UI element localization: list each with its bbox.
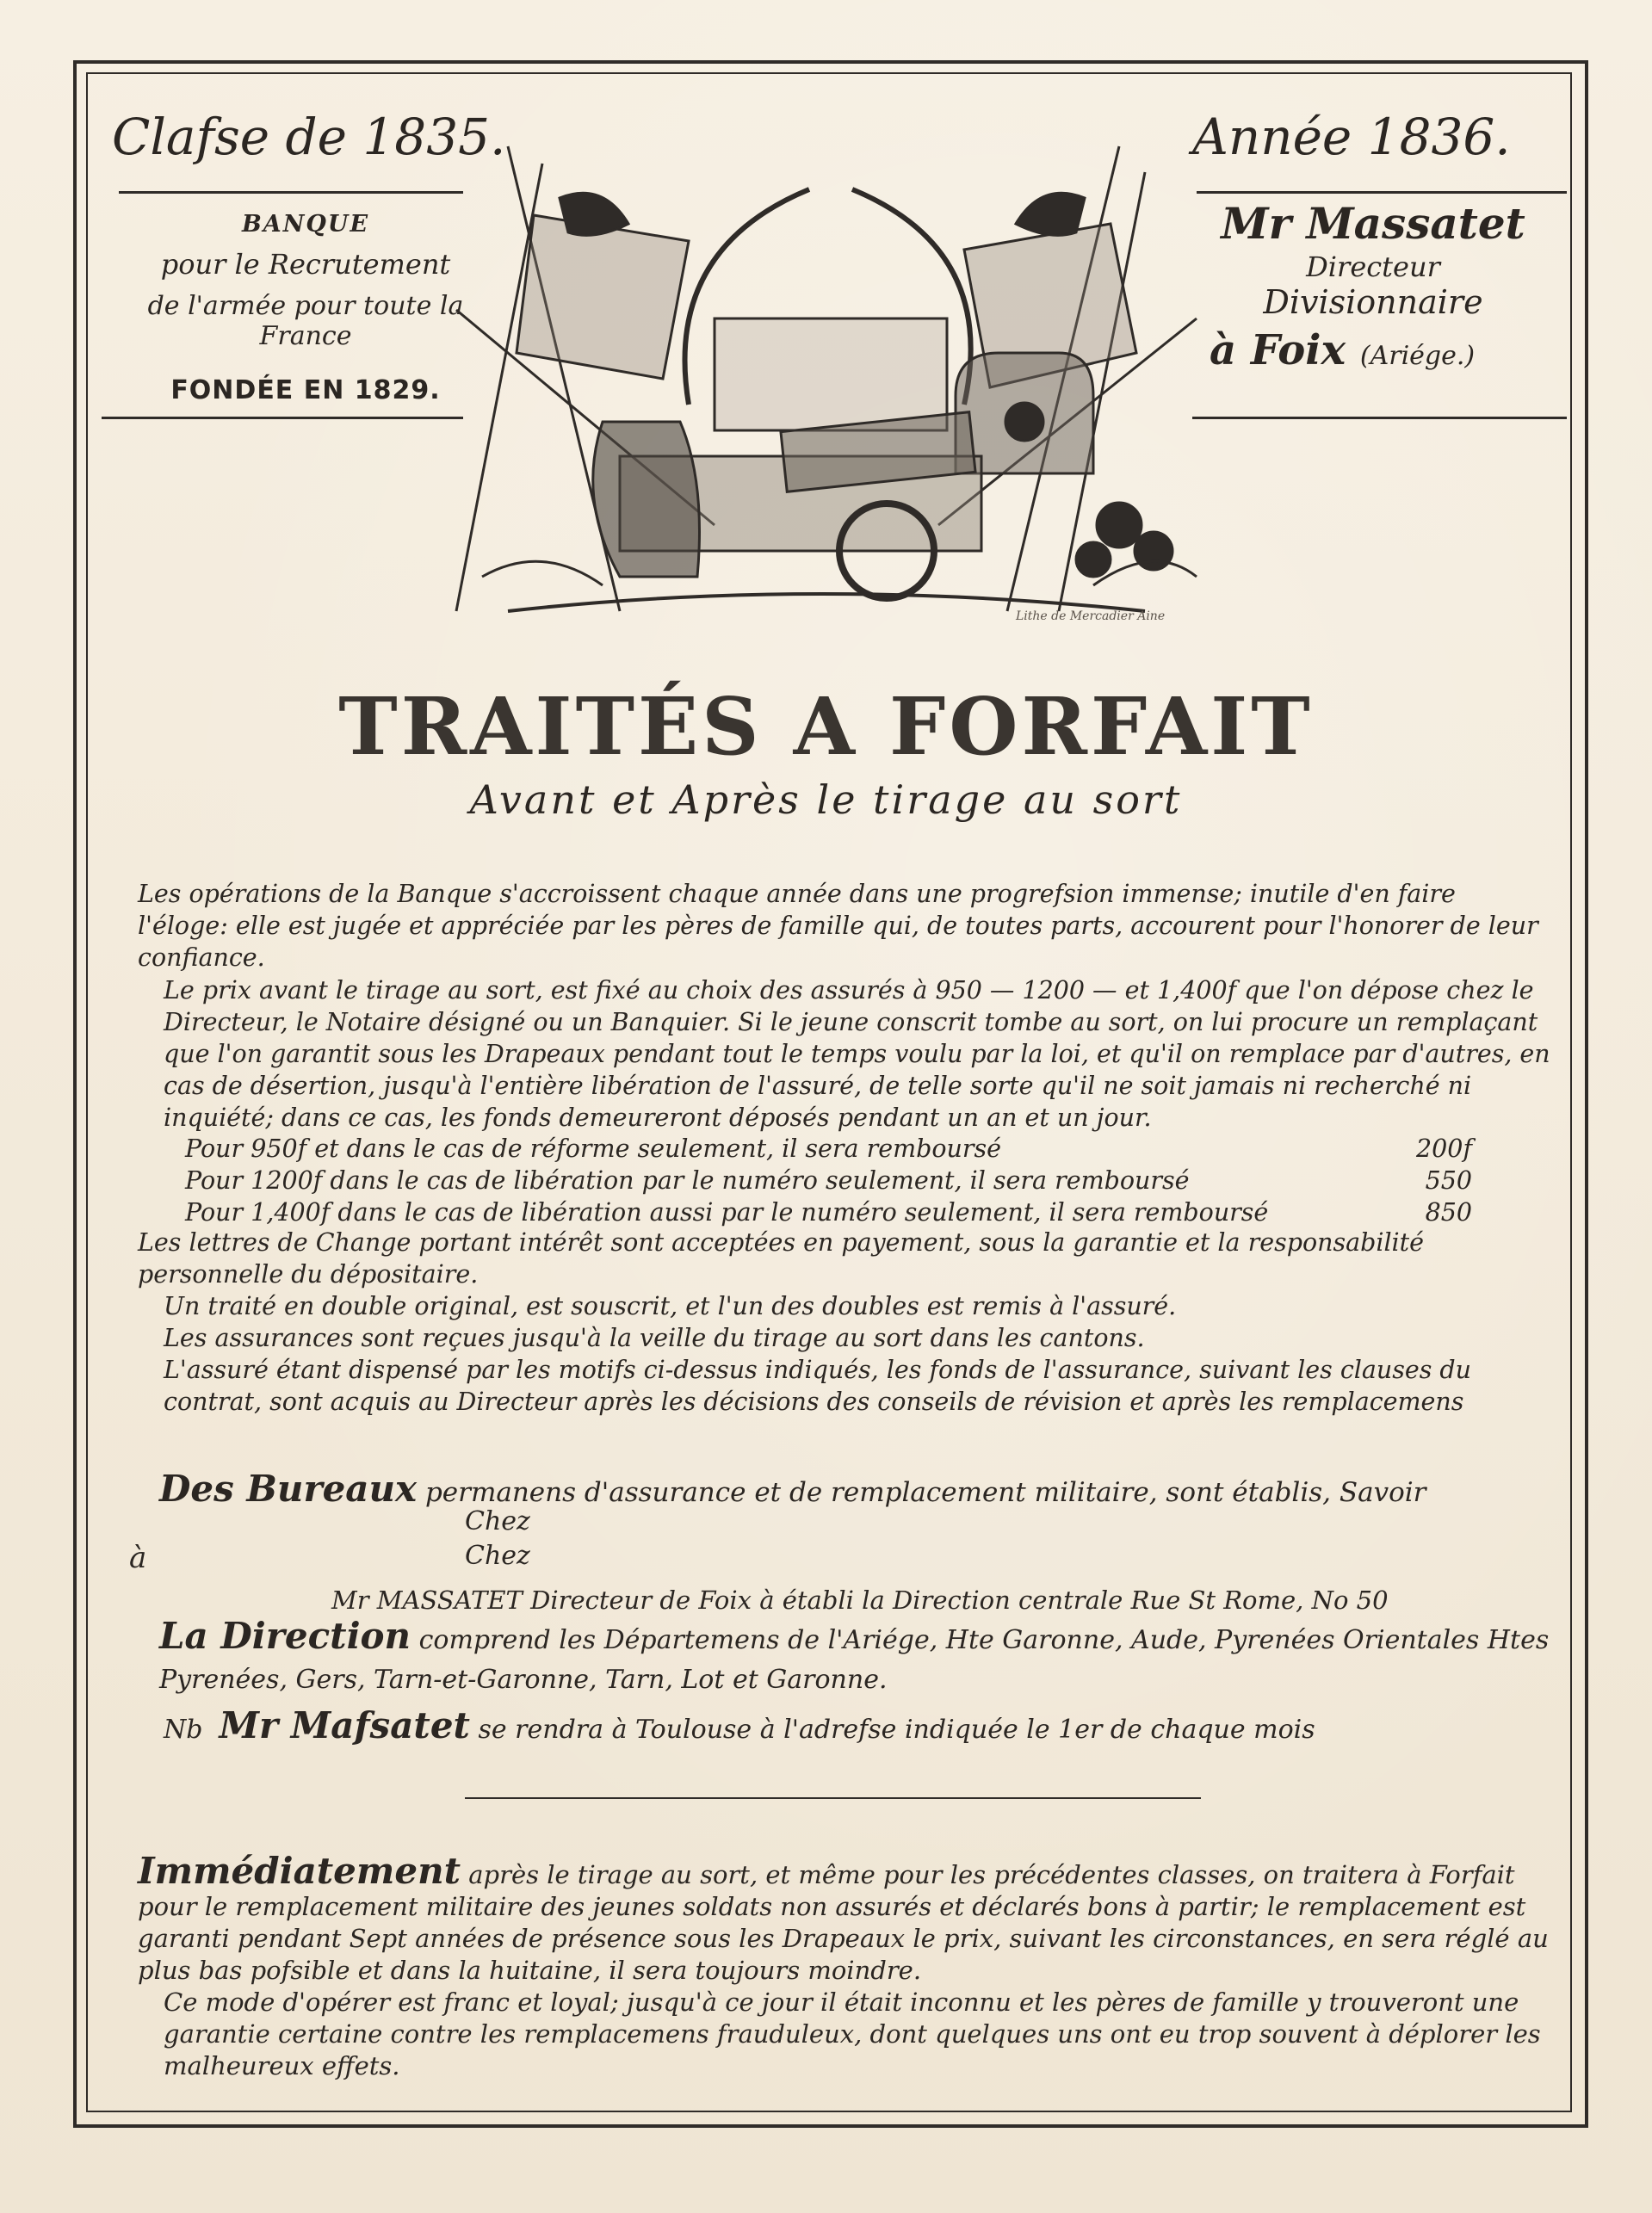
immediat-lead: Immédiatement — [138, 1850, 461, 1892]
chez-2: Chez — [465, 1541, 530, 1571]
engraving-credit: Lithe de Mercadier Aine — [1016, 609, 1166, 623]
paragraph-4 — [138, 1290, 1575, 1322]
nb-name: Mr Mafsatet — [219, 1704, 470, 1746]
header-rule-right-bottom — [1192, 417, 1567, 419]
row-label: Pour 950f et dans le cas de réforme seulement, il sera remboursé — [185, 1134, 1001, 1163]
paragraph-6-text: L'assuré étant dispensé par les motifs ci-dessus indiqués, les fonds de l'assurance, suivant les clauses du contrat, sont acquis au Directeur après les décisions des conseils de révision et après les remplacemens — [164, 1356, 1472, 1416]
immediat-paragraph-1 — [138, 1850, 1550, 1987]
row-amount: 850 — [1425, 1198, 1472, 1227]
page-subtitle: Avant et Après le tirage au sort — [469, 776, 1183, 823]
paragraph-1 — [138, 878, 1550, 974]
direction-text: comprend les Départemens de l'Ariége, Hte Garonne, Aude, Pyrenées Orientales Htes Pyrenées, Gers, Tarn-et-Garonne, Tarn, Lot et Garonne. — [159, 1625, 1550, 1695]
paragraph-5-text: Les assurances sont reçues jusqu'à la veille du tirage au sort dans les cantons. — [164, 1324, 1145, 1352]
reimbursement-row — [138, 1133, 1550, 1165]
immediat-section — [138, 1850, 1550, 2082]
military-trophy-engraving-icon — [405, 95, 1248, 633]
chez-1: Chez — [465, 1506, 530, 1536]
section-divider — [465, 1797, 1201, 1799]
bureaux-a: à — [129, 1541, 147, 1575]
massatet-line: Mr MASSATET Directeur de Foix à établi la Direction centrale Rue St Rome, No 50 — [331, 1586, 1389, 1615]
reimbursement-row — [138, 1165, 1550, 1196]
founded-label: FONDÉE EN 1829. — [170, 375, 441, 405]
annee-heading: Année 1836. — [1192, 108, 1511, 166]
immediat-text-1: après le tirage au sort, et même pour les précédentes classes, on traitera à Forfait pour le remplacement militaire des jeunes soldats non assurés et déclarés bons à partir; le remplacement est garanti pendant Sept années de présence sous les Drapeaux le prix, suivant les circonstances, en sera réglé au plus bas pofsible et dans la huitaine, il sera toujours moindre. — [138, 1860, 1549, 1985]
direction-lead: La Direction — [159, 1615, 411, 1657]
director-title: Directeur — [1306, 250, 1440, 283]
paragraph-4-text: Un traité en double original, est souscrit, et l'un des doubles est remis à l'assuré. — [164, 1292, 1177, 1320]
classe-heading: Clafse de 1835. — [112, 108, 506, 166]
nb-prefix: Nb — [164, 1715, 203, 1745]
bureaux-section — [159, 1468, 1554, 1510]
region-name: (Ariége.) — [1359, 341, 1476, 371]
nb-section — [164, 1704, 1541, 1746]
bank-line-2: pour le Recrutement — [160, 248, 451, 281]
bureaux-text: permanens d'assurance et de remplacement militaire, sont établis, Savoir — [424, 1477, 1426, 1508]
reimbursement-table — [138, 1133, 1550, 1228]
direction-section — [159, 1616, 1554, 1700]
immediat-text-2: Ce mode d'opérer est franc et loyal; jusqu'à ce jour il était inconnu et les pères de famille y trouveront une garantie certaine contre les remplacemens frauduleux, dont quelques uns ont eu trop souvent à déplorer les malheureux effets. — [164, 1987, 1541, 2080]
bank-label: BANQUE — [241, 211, 370, 238]
paragraph-6 — [138, 1354, 1575, 1418]
row-label: Pour 1,400f dans le cas de libération aussi par le numéro seulement, il sera remboursé — [185, 1198, 1269, 1227]
header-rule-right — [1197, 191, 1567, 194]
paragraph-5 — [138, 1322, 1575, 1354]
city-name: à Foix — [1210, 326, 1346, 374]
bank-line-3: de l'armée pour toute la France — [147, 291, 464, 351]
row-label: Pour 1200f dans le cas de libération par le numéro seulement, il sera remboursé — [185, 1166, 1190, 1195]
paragraph-2-text: Le prix avant le tirage au sort, est fixé au choix des assurés à 950 — 1200 — et 1,400f que l'on dépose chez le Directeur, le Notaire désigné ou un Banquier. Si le jeune conscrit tombe au sort, on lui procure un remplaçant que l'on garantit sous les Drapeaux pendant tout le temps voulu par la loi, et qu'il on remplace par d'autres, en cas de désertion, jusqu'à l'entière libération de l'assuré, de telle sorte qu'il ne soit jamais ni recherché ni inquiété; dans ce cas, les fonds demeureront déposés pendant un an et un jour. — [164, 976, 1550, 1132]
director-name: Mr Massatet — [1221, 198, 1525, 249]
nb-text: se rendra à Toulouse à l'adrefse indiquée le 1er de chaque mois — [478, 1715, 1315, 1745]
row-amount: 550 — [1425, 1166, 1472, 1195]
bureaux-lead: Des Bureaux — [159, 1468, 418, 1510]
paragraph-1-text: Les opérations de la Banque s'accroissent chaque année dans une progrefsion immense; inutile d'en faire l'éloge: elle est jugée et appréciée par les pères de famille qui, de toutes parts, accourent pour l'honorer de leur confiance. — [138, 880, 1538, 972]
reimbursement-row — [138, 1196, 1550, 1228]
paragraph-3-text: Les lettres de Change portant intérêt sont acceptées en payement, sous la garantie et la responsabilité personnelle du dépositaire. — [138, 1228, 1424, 1289]
paragraph-3 — [138, 1227, 1550, 1290]
row-amount: 200f — [1416, 1134, 1472, 1163]
page-title: TRAITÉS A FORFAIT — [338, 680, 1314, 773]
paragraph-2 — [138, 974, 1575, 1134]
director-division: Divisionnaire — [1263, 283, 1483, 321]
